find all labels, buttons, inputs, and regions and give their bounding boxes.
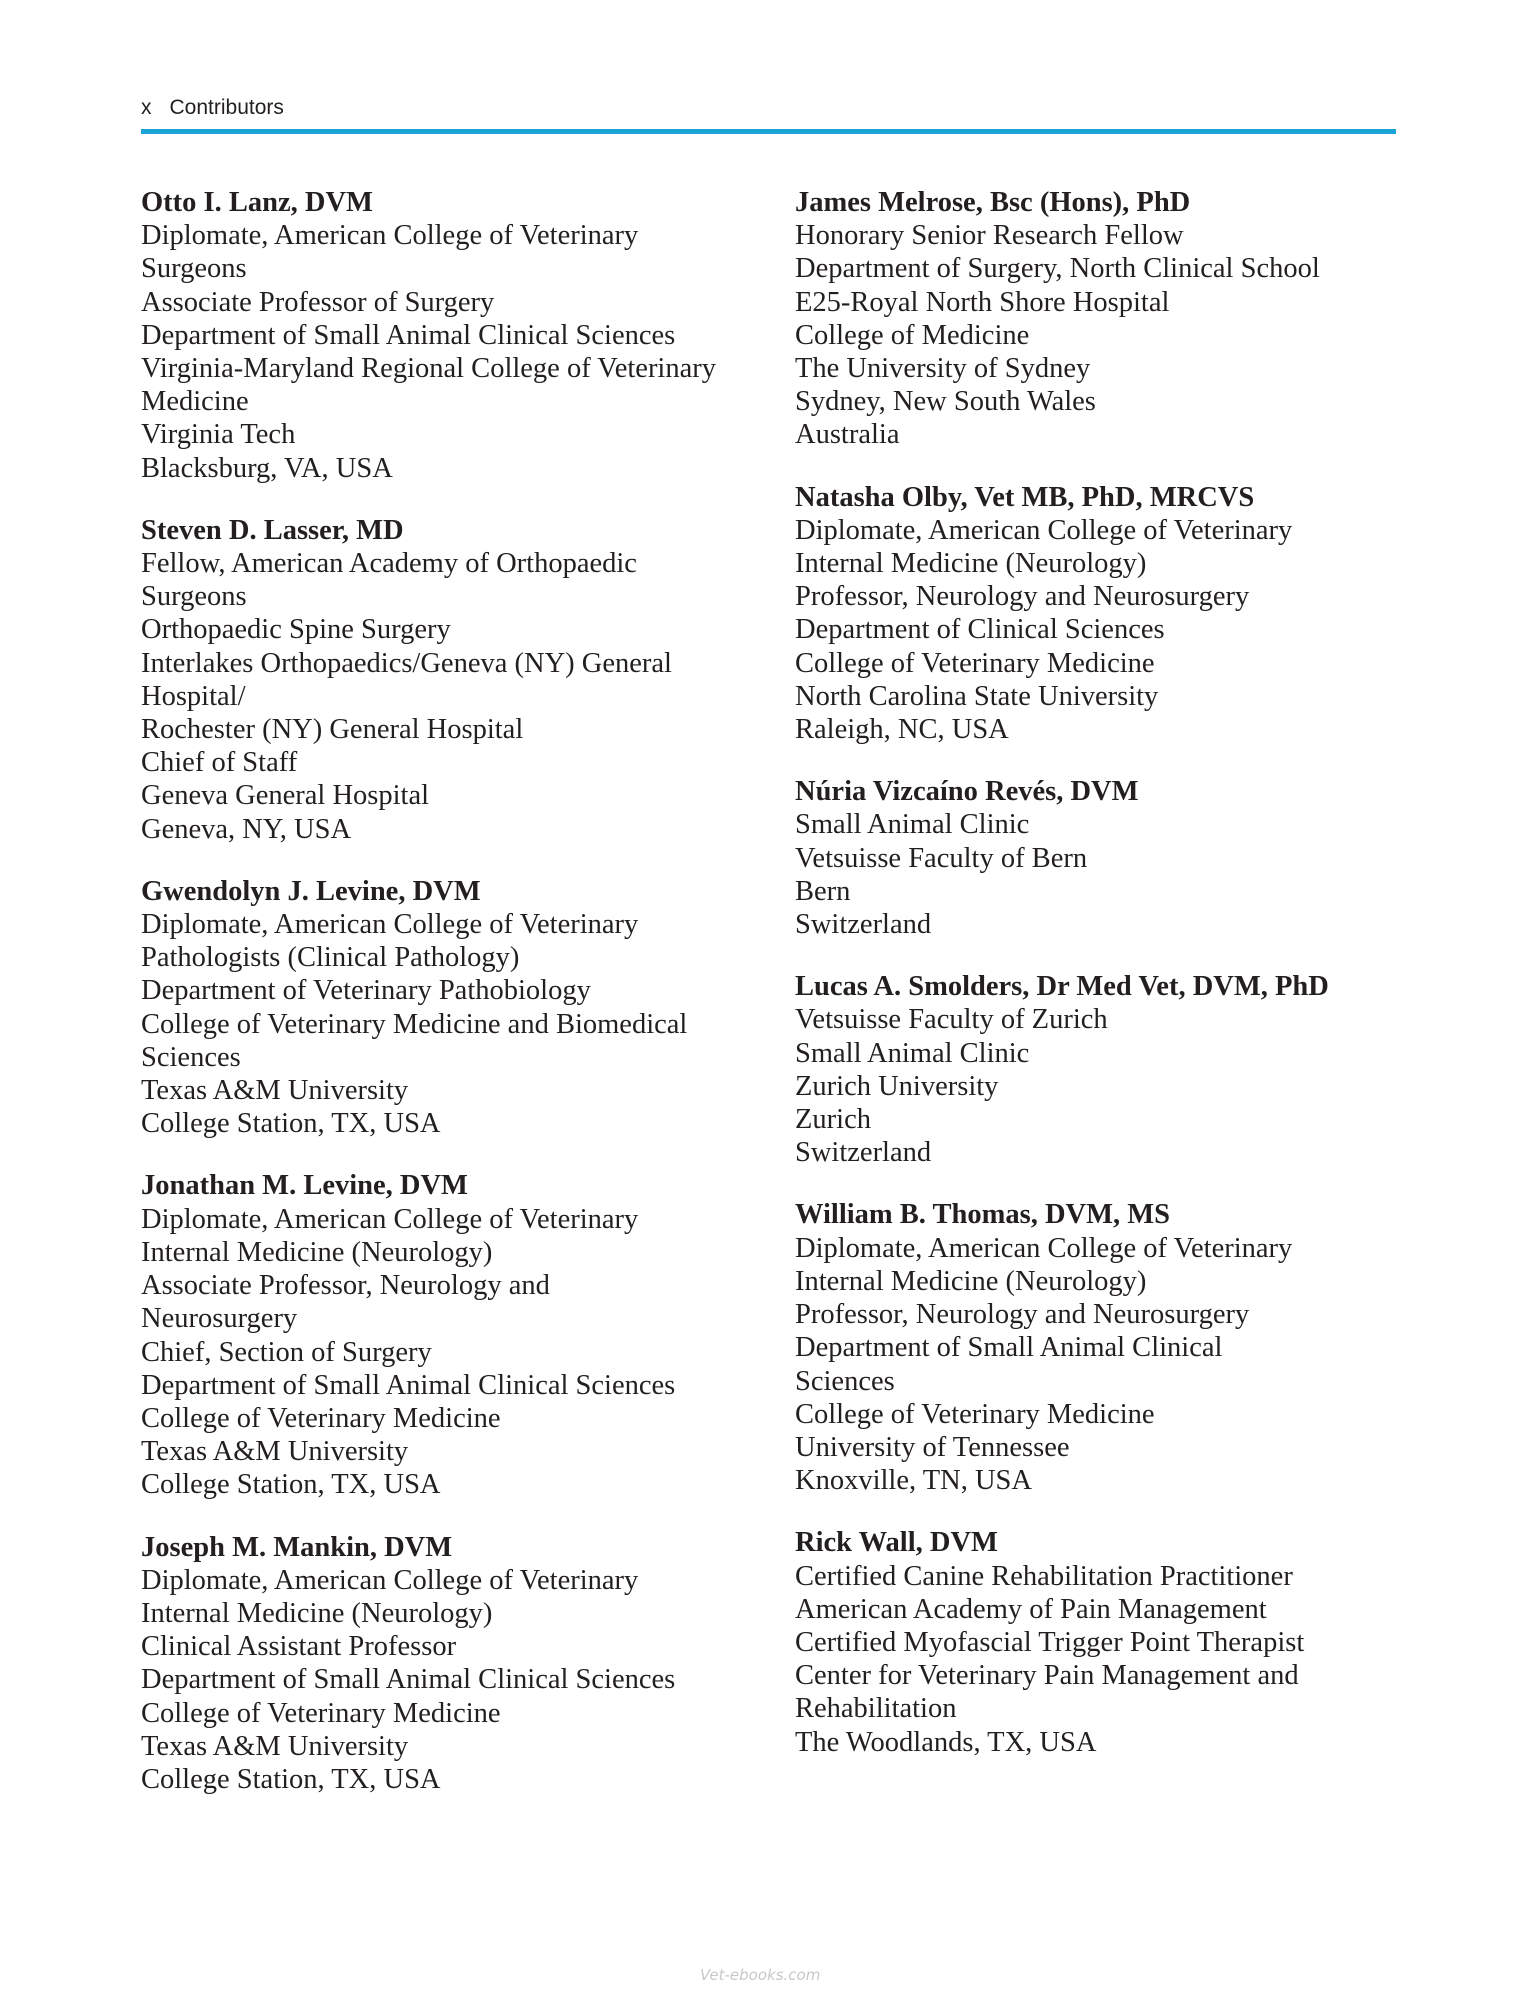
affiliation-line: North Carolina State University (795, 680, 1159, 712)
affiliation-line: Department of Small Animal Clinical (795, 1332, 1223, 1364)
affiliation-line: Department of Small Animal Clinical Sciences (141, 319, 676, 351)
affiliation-line: Department of Clinical Sciences (795, 614, 1165, 646)
contributor-entry (141, 186, 751, 485)
affiliation-line: Bern (795, 875, 851, 907)
contributor-name: Natasha Olby, Vet MB, PhD, MRCVS (795, 481, 1255, 513)
affiliation-line: Internal Medicine (Neurology) (795, 1265, 1147, 1297)
affiliation-line: Raleigh, NC, USA (795, 714, 1009, 746)
affiliation-line: Department of Veterinary Pathobiology (141, 975, 591, 1007)
affiliation-line: Internal Medicine (Neurology) (141, 1597, 493, 1629)
affiliation-line: Small Animal Clinic (795, 1037, 1030, 1069)
contributor-name: Otto I. Lanz, DVM (141, 187, 373, 218)
affiliation-line: Interlakes Orthopaedics/Geneva (NY) General (141, 647, 672, 679)
affiliation-line: Diplomate, American College of Veterinary (141, 1564, 639, 1596)
affiliation-line: Geneva, NY, USA (141, 813, 352, 845)
affiliation-line: Department of Surgery, North Clinical School (795, 253, 1320, 285)
affiliation-line: Vetsuisse Faculty of Bern (795, 842, 1088, 874)
page-number: x (141, 96, 152, 119)
affiliation-line: Virginia-Maryland Regional College of Veterinary (141, 353, 716, 385)
affiliation-line: College Station, TX, USA (141, 1763, 441, 1795)
affiliation-line: College Station, TX, USA (141, 1108, 441, 1140)
running-header (141, 96, 284, 120)
affiliation-line: American Academy of Pain Management (795, 1593, 1267, 1625)
contributor-entry (795, 970, 1415, 1169)
affiliation-line: Certified Myofascial Trigger Point Therapist (795, 1626, 1305, 1658)
affiliation-line: Chief, Section of Surgery (141, 1336, 432, 1368)
affiliation-line: College of Veterinary Medicine (141, 1697, 501, 1729)
contributor-entry (795, 186, 1415, 452)
affiliation-line: Surgeons (141, 581, 247, 613)
affiliation-line: Zurich (795, 1104, 871, 1136)
affiliation-line: Internal Medicine (Neurology) (141, 1236, 493, 1268)
contributor-name: Rick Wall, DVM (795, 1527, 998, 1559)
affiliation-line: Knoxville, TN, USA (795, 1465, 1032, 1497)
contributor-entry (795, 481, 1415, 747)
affiliation-line: The Woodlands, TX, USA (795, 1726, 1097, 1758)
contributor-name: Lucas A. Smolders, Dr Med Vet, DVM, PhD (795, 971, 1329, 1003)
section-title: Contributors (169, 96, 284, 119)
header-rule (141, 129, 1396, 134)
affiliation-line: Switzerland (795, 909, 932, 941)
right-column (795, 186, 1415, 1788)
contributor-name: Steven D. Lasser, MD (141, 514, 404, 546)
affiliation-line: Blacksburg, VA, USA (141, 452, 393, 484)
contributor-entry (141, 514, 751, 846)
affiliation-line: Fellow, American Academy of Orthopaedic (141, 548, 637, 580)
affiliation-line: Vetsuisse Faculty of Zurich (795, 1004, 1108, 1036)
affiliation-line: Sciences (141, 1041, 241, 1073)
affiliation-line: Associate Professor, Neurology and (141, 1270, 550, 1302)
affiliation-line: Texas A&M University (141, 1075, 409, 1107)
affiliation-line: Small Animal Clinic (795, 809, 1030, 841)
affiliation-line: Department of Small Animal Clinical Sciences (141, 1664, 676, 1696)
affiliation-line: Rehabilitation (795, 1693, 957, 1725)
contributor-entry (141, 875, 751, 1141)
affiliation-line: Diplomate, American College of Veterinary (141, 909, 639, 941)
affiliation-line: University of Tennessee (795, 1431, 1070, 1463)
affiliation-line: E25-Royal North Shore Hospital (795, 286, 1170, 318)
affiliation-line: College of Veterinary Medicine (141, 1402, 501, 1434)
affiliation-line: College of Medicine (795, 319, 1030, 351)
affiliation-line: Diplomate, American College of Veterinary (795, 514, 1293, 546)
contributor-entry (795, 775, 1415, 941)
affiliation-line: Certified Canine Rehabilitation Practitioner (795, 1560, 1293, 1592)
left-column (141, 186, 751, 1825)
affiliation-line: Australia (795, 419, 900, 451)
affiliation-line: College of Veterinary Medicine (795, 647, 1155, 679)
affiliation-line: Surgeons (141, 253, 247, 285)
contributor-entry (141, 1531, 751, 1797)
contributor-name: James Melrose, Bsc (Hons), PhD (795, 187, 1191, 218)
affiliation-line: Medicine (141, 386, 249, 418)
affiliation-line: Rochester (NY) General Hospital (141, 714, 524, 746)
affiliation-line: Sciences (795, 1365, 895, 1397)
affiliation-line: Center for Veterinary Pain Management and (795, 1660, 1299, 1692)
affiliation-line: Orthopaedic Spine Surgery (141, 614, 451, 646)
affiliation-line: Neurosurgery (141, 1303, 298, 1335)
affiliation-line: Pathologists (Clinical Pathology) (141, 942, 520, 974)
affiliation-line: Diplomate, American College of Veterinary (141, 220, 639, 252)
affiliation-line: College of Veterinary Medicine and Biomedical (141, 1008, 688, 1040)
affiliation-line: College Station, TX, USA (141, 1469, 441, 1501)
affiliation-line: Chief of Staff (141, 747, 298, 779)
affiliation-line: Texas A&M University (141, 1436, 409, 1468)
affiliation-line: Sydney, New South Wales (795, 386, 1096, 418)
affiliation-line: Professor, Neurology and Neurosurgery (795, 581, 1250, 613)
affiliation-line: Diplomate, American College of Veterinary (141, 1203, 639, 1235)
watermark: Vet-ebooks.com (700, 1966, 821, 1984)
affiliation-line: Internal Medicine (Neurology) (795, 548, 1147, 580)
affiliation-line: Zurich University (795, 1070, 999, 1102)
contributor-name: Gwendolyn J. Levine, DVM (141, 875, 481, 907)
affiliation-line: College of Veterinary Medicine (795, 1398, 1155, 1430)
affiliation-line: Diplomate, American College of Veterinary (795, 1232, 1293, 1264)
contributor-entry (795, 1526, 1415, 1758)
affiliation-line: Department of Small Animal Clinical Sciences (141, 1369, 676, 1401)
contributor-name: Joseph M. Mankin, DVM (141, 1531, 453, 1563)
contributor-name: William B. Thomas, DVM, MS (795, 1199, 1171, 1231)
affiliation-line: Texas A&M University (141, 1730, 409, 1762)
contributor-entry (795, 1198, 1415, 1497)
affiliation-line: Hospital/ (141, 680, 246, 712)
affiliation-line: Associate Professor of Surgery (141, 286, 495, 318)
affiliation-line: The University of Sydney (795, 353, 1091, 385)
contributor-entry (141, 1169, 751, 1501)
affiliation-line: Virginia Tech (141, 419, 296, 451)
contributor-name: Núria Vizcaíno Revés, DVM (795, 776, 1139, 808)
affiliation-line: Clinical Assistant Professor (141, 1631, 457, 1663)
affiliation-line: Geneva General Hospital (141, 780, 430, 812)
affiliation-line: Switzerland (795, 1137, 932, 1169)
affiliation-line: Honorary Senior Research Fellow (795, 220, 1184, 252)
contributor-name: Jonathan M. Levine, DVM (141, 1170, 468, 1202)
affiliation-line: Professor, Neurology and Neurosurgery (795, 1299, 1250, 1331)
